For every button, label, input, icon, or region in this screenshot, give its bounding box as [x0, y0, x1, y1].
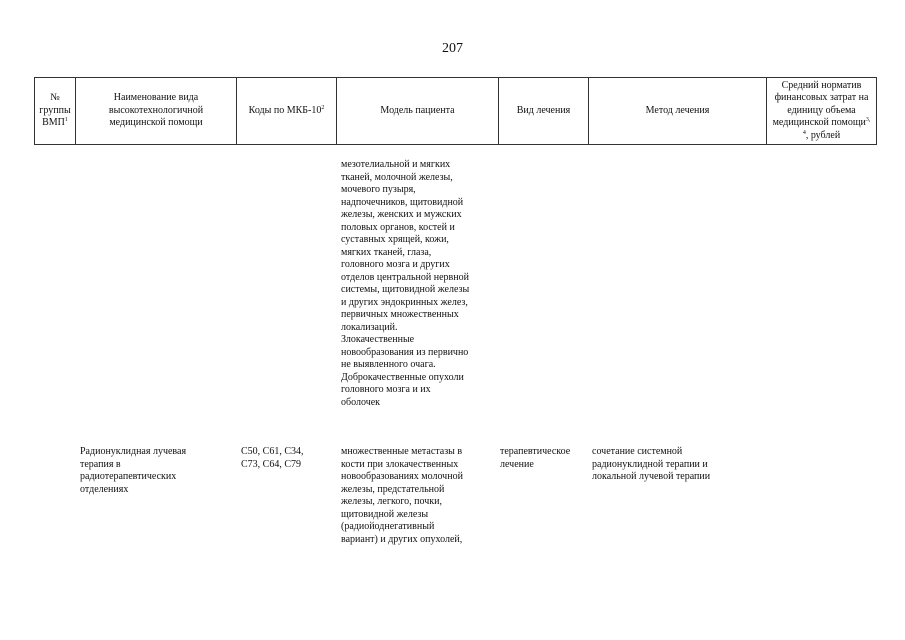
- header-treatment-type: Вид лечения: [516, 104, 571, 116]
- header-name: Наименование вида высокотехнологичной медицинской помощи: [108, 92, 204, 129]
- row-2-treatment-type: терапевтическое лечение: [500, 446, 571, 470]
- page-number: 207: [442, 41, 463, 56]
- header-codes: Коды по МКБ-$10^2$: [248, 104, 325, 116]
- header-group: № группы ВМП$^1$: [39, 92, 71, 129]
- header-treatment-method: Метод лечения: [645, 104, 710, 116]
- row-2-treatment-method: сочетание системной радионуклидной терапии и локальной лучевой терапии: [592, 446, 711, 482]
- header-cost: Средний норматив финансовых затрат на единицу объема медицинской помощи$^{3, 4}$, рублей: [772, 79, 871, 141]
- row-2-patient-model: множественные метастазы в кости при злокачественных новообразованиях молочной железы, предстательной железы, легкого, почки, щитовидной железы (радиойоднегативный вариант) и других опухолей,: [341, 446, 463, 545]
- header-patient-model: Модель пациента: [380, 104, 455, 116]
- row-1-patient-model: мезотелиальной и мягких тканей, молочной железы, мочевого пузыря, надпочечников, щитовидной железы, женских и мужских половых органов, костей и суставных хрящей, кожи, мягких тканей, глаза, головного мозга и других отделов центральной нервной системы, щитовидной железы и других эндокринных желез, первичных множественных локализаций. Злокачественные новообразования из первично не выявленного очага. Доброкачественные опухоли головного мозга и их оболочек: [341, 159, 470, 408]
- table-border-right: [876, 77, 877, 144]
- row-2-name: Радионуклидная лучевая терапия в радиотерапевтических отделениях: [80, 446, 187, 495]
- table-header-bottom-rule: [34, 144, 877, 145]
- row-2-codes: C50, C61, C34, C73, C64, C79: [241, 446, 304, 470]
